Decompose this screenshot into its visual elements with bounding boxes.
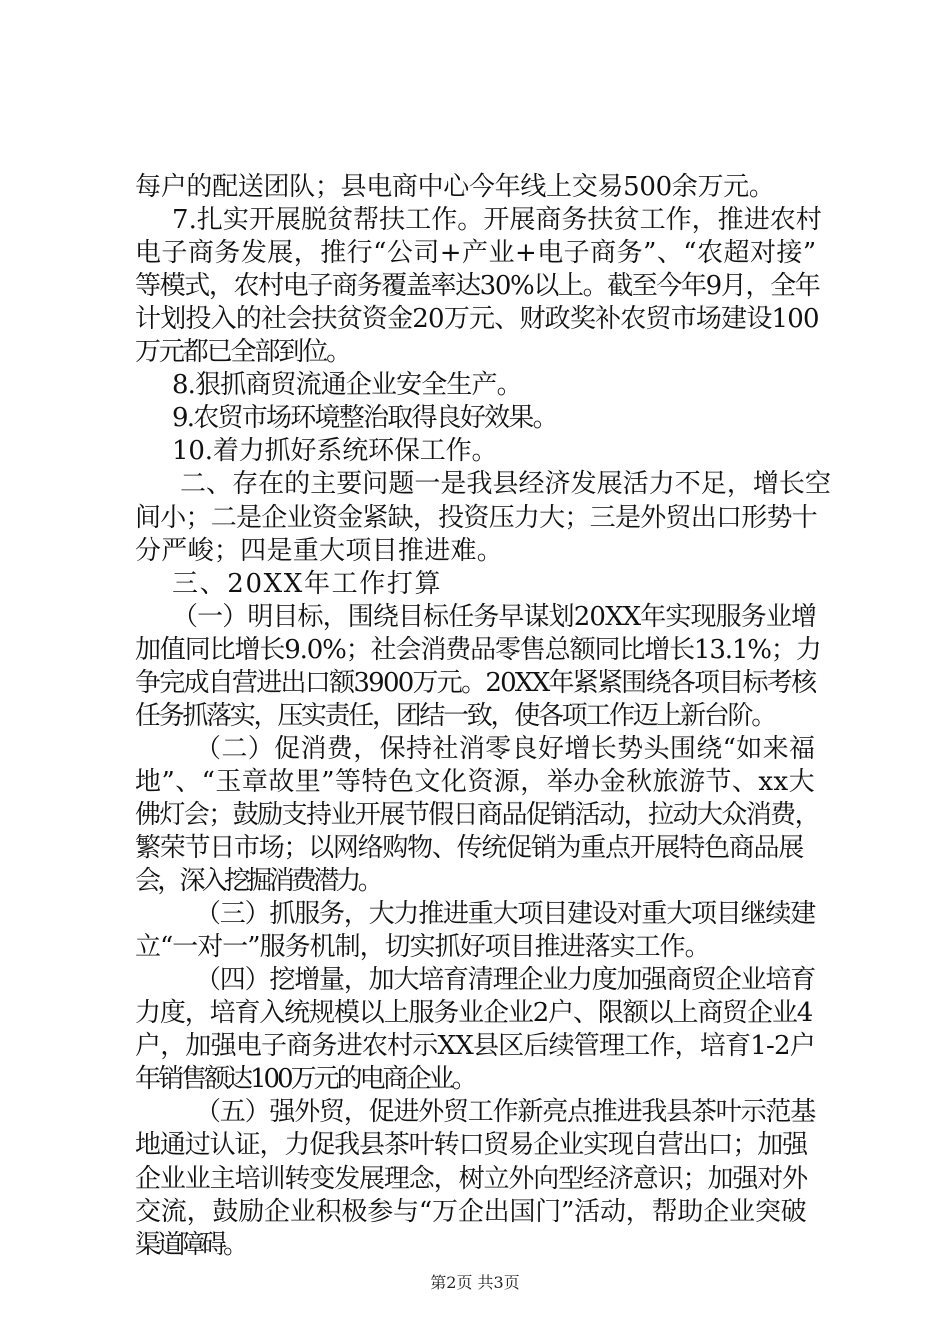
text-line: 9.农贸市场环境整治取得良好效果。 — [172, 403, 557, 433]
text-line: 加值同比增长9.0%；社会消费品零售总额同比增长13.1%；力 — [135, 635, 821, 665]
text-line: （二）促消费，保持社消零良好增长势头围绕“如来福 — [195, 734, 816, 764]
text-line: 等模式，农村电子商务覆盖率达30%以上。截至今年9月，全年 — [135, 271, 820, 301]
text-line: 10.着力抓好系统环保工作。 — [172, 436, 498, 466]
text-line: 任务抓落实，压实责任，团结一致，使各项工作迈上新台阶。 — [135, 701, 775, 731]
text-line: 每户的配送团队；县电商中心今年线上交易500余万元。 — [135, 172, 775, 202]
text-line: 7.扎实开展脱贫帮扶工作。开展商务扶贫工作，推进农村 — [172, 205, 822, 235]
text-line: 地”、“玉章故里”等特色文化资源，举办金秋旅游节、xx大 — [135, 767, 816, 797]
text-line: （三）抓服务，大力推进重大项目建设对重大项目继续建 — [195, 899, 816, 929]
text-line: 繁荣节日市场；以网络购物、传统促销为重点开展特色商品展 — [135, 833, 803, 863]
text-line: 交流，鼓励企业积极参与“万企出国门”活动，帮助企业突破 — [135, 1197, 807, 1227]
text-line: 力度，培育入统规模以上服务业企业2户、限额以上商贸企业4 — [135, 998, 813, 1028]
text-line: 地通过认证，力促我县茶叶转口贸易企业实现自营出口；加强 — [135, 1130, 808, 1160]
page-footer: 第2页 共3页 — [430, 1273, 520, 1292]
text-line: 户，加强电子商务进农村示XX县区后续管理工作，培育1-2户 — [135, 1031, 815, 1061]
text-line: （一）明目标，围绕目标任务早谋划20XX年实现服务业增 — [172, 602, 817, 632]
text-line: 渠道障碍。 — [135, 1230, 246, 1260]
text-line: 佛灯会；鼓励支持业开展节假日商品促销活动，拉动大众消费， — [135, 800, 820, 830]
text-line: 8.狠抓商贸流通企业安全生产。 — [172, 370, 522, 400]
text-line: 万元都已全部到位。 — [135, 337, 351, 367]
text-line: （四）挖增量，加大培育清理企业力度加强商贸企业培育 — [195, 965, 816, 995]
text-line: 会，深入挖掘消费潜力。 — [135, 866, 380, 896]
text-line: 电子商务发展，推行“公司+产业+电子商务”、“农超对接” — [135, 238, 817, 268]
text-line: 年销售额达100万元的电商企业。 — [135, 1064, 475, 1094]
text-line: 计划投入的社会扶贫资金20万元、财政奖补农贸市场建设100 — [135, 304, 819, 334]
text-line: 三、20XX年工作打算 — [172, 569, 443, 599]
text-line: 间小；二是企业资金紧缺，投资压力大；三是外贸出口形势十 — [135, 503, 818, 533]
text-line: 立“一对一”服务机制，切实抓好项目推进落实工作。 — [135, 932, 710, 962]
text-line: 争完成自营进出口额3900万元。20XX年紧紧围绕各项目标考核 — [135, 668, 816, 698]
text-line: 企业业主培训转变发展理念，树立外向型经济意识；加强对外 — [135, 1164, 808, 1194]
text-line: 二、存在的主要问题一是我县经济发展活力不足，增长空 — [180, 469, 832, 499]
text-line: （五）强外贸，促进外贸工作新亮点推进我县茶叶示范基 — [195, 1097, 816, 1127]
text-line: 分严峻；四是重大项目推进难。 — [135, 536, 504, 566]
